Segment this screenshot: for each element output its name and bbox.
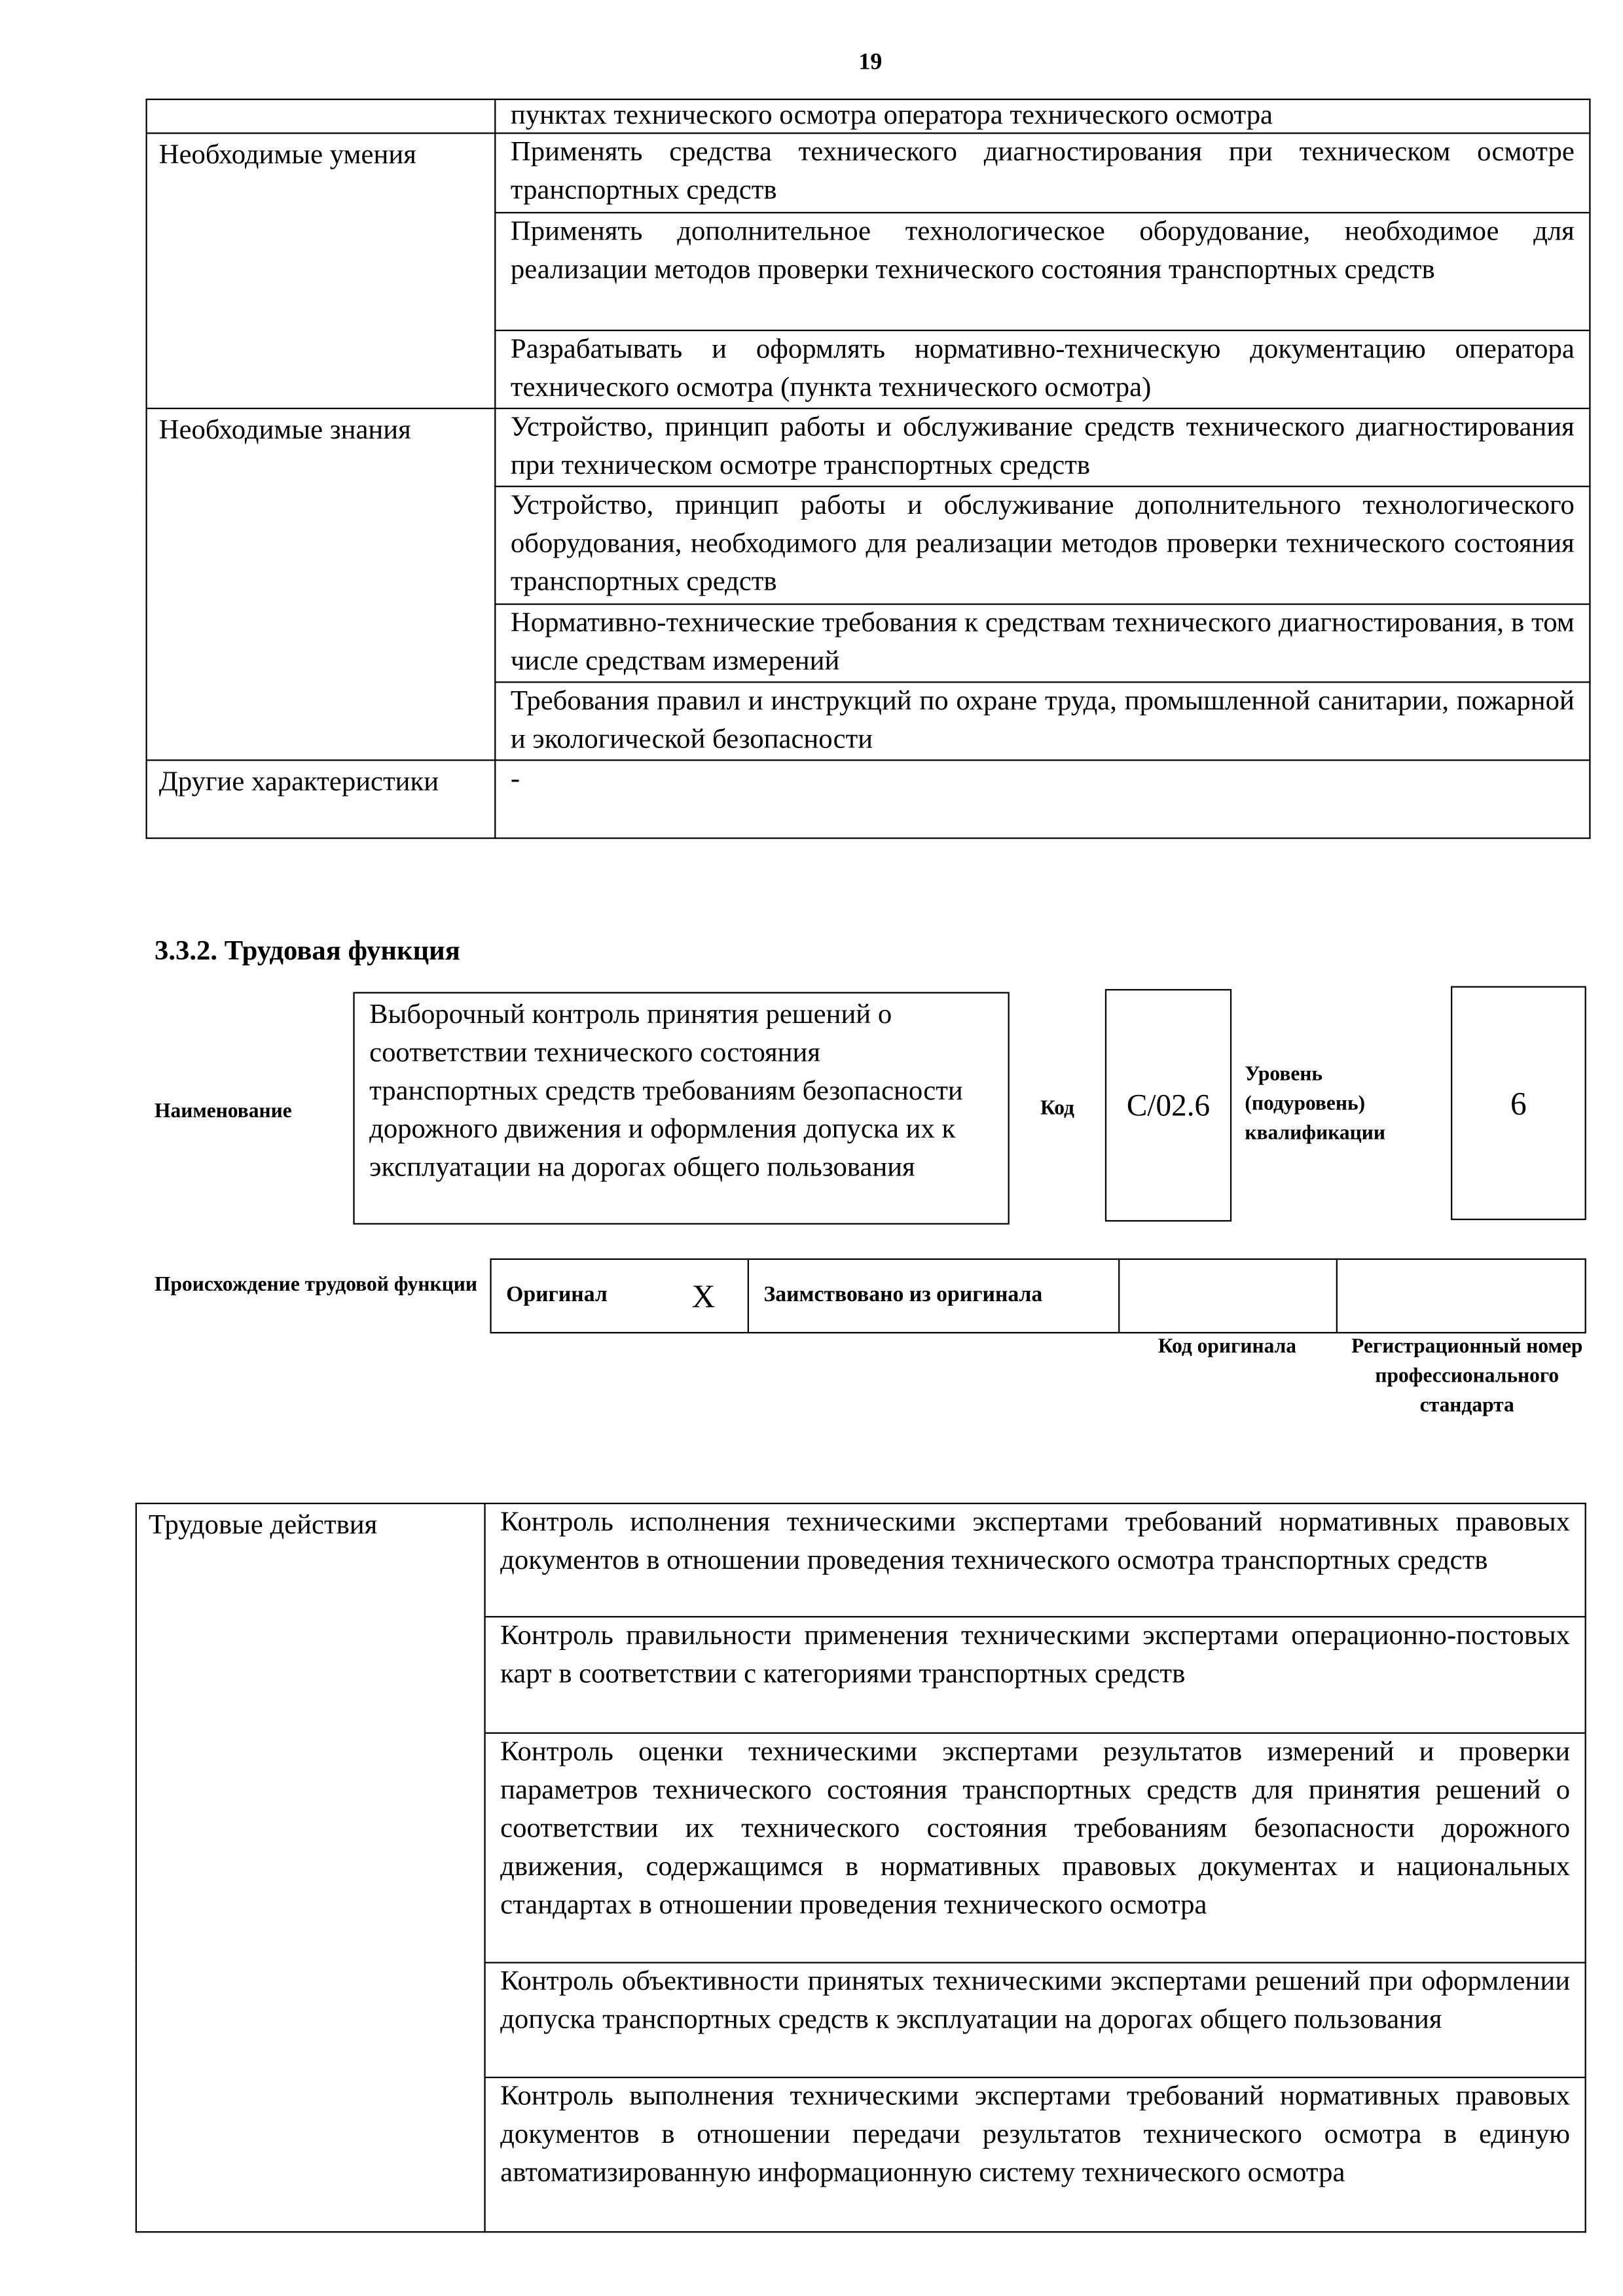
- code-box: C/02.6: [1105, 989, 1231, 1221]
- original-cell: [492, 1260, 749, 1332]
- name-label: Наименование: [154, 1101, 292, 1123]
- knowledge-item: Нормативно-технические требования к средствам технического диагностирования, в том числе средствам измерений: [495, 604, 1590, 682]
- labour-actions-table: [136, 1503, 1586, 2233]
- row-label-knowledge: Необходимые знания: [147, 408, 496, 760]
- level-box: 6: [1451, 986, 1586, 1221]
- original-mark: X: [691, 1276, 716, 1314]
- original-label: Оригинал: [506, 1283, 608, 1307]
- function-name-box: Выборочный контроль принятия решений о соответствии технического состояния транспортных средств требованиям безопасности дорожного движения и оформления допуска их к эксплуатации на дорогах общего пользования: [353, 992, 1009, 1225]
- knowledge-item: Устройство, принцип работы и обслуживание дополнительного технологического оборудования, необходимого для реализации методов проверки технического состояния транспортных средств: [495, 486, 1590, 604]
- action-item: Контроль выполнения техническими экспертами требований нормативных правовых документов в отношении передачи результатов технического осмотра в единую автоматизированную информационную систему технического осмотра: [485, 2077, 1586, 2232]
- other-characteristics-value: -: [495, 760, 1590, 838]
- continuation-text: пунктах технического осмотра оператора технического осмотра: [495, 99, 1590, 134]
- skill-item: Применять дополнительное технологическое оборудование, необходимое для реализации методов проверки технического состояния транспортных средств: [495, 213, 1590, 331]
- action-item: Контроль объективности принятых техническими экспертами решений при оформлении допуска транспортных средств к эксплуатации на дорогах общего пользования: [485, 1963, 1586, 2077]
- origin-label: Происхождение трудовой функции: [154, 1274, 478, 1297]
- knowledge-item: Устройство, принцип работы и обслуживание средств технического диагностирования при техническом осмотре транспортных средств: [495, 408, 1590, 486]
- page-number: 19: [858, 50, 883, 75]
- row-label-actions: Трудовые действия: [136, 1503, 485, 2232]
- original-code-caption: Код оригинала: [1158, 1336, 1296, 1359]
- skills-knowledge-table: [146, 99, 1591, 839]
- skill-item: Применять средства технического диагностирования при техническом осмотре транспортных средств: [495, 134, 1590, 213]
- origin-box: [490, 1259, 1586, 1334]
- code-label: Код: [1040, 1098, 1074, 1121]
- registration-number-caption: Регистрационный номер профессионального стандарта: [1351, 1336, 1583, 1418]
- original-code-cell: [1120, 1260, 1338, 1332]
- row-label-skills: Необходимые умения: [147, 134, 496, 409]
- section-title: 3.3.2. Трудовая функция: [154, 936, 460, 967]
- action-item: Контроль исполнения техническими экспертами требований нормативных правовых документов в отношении проведения технического осмотра транспортных средств: [485, 1503, 1586, 1617]
- skill-item: Разрабатывать и оформлять нормативно-техническую документацию оператора технического осмотра (пункта технического осмотра): [495, 331, 1590, 408]
- empty-label-cell: [147, 99, 496, 134]
- registration-number-cell: [1338, 1260, 1585, 1332]
- action-item: Контроль оценки техническими экспертами результатов измерений и проверки параметров технического состояния транспортных средств для принятия решений о соответствии их технического состояния требованиям безопасности дорожного движения, содержащимся в нормативных правовых документах и национальных стандартах в отношении проведения технического осмотра: [485, 1733, 1586, 1963]
- knowledge-item: Требования правил и инструкций по охране труда, промышленной санитарии, пожарной и экологической безопасности: [495, 682, 1590, 760]
- action-item: Контроль правильности применения техническими экспертами операционно-постовых карт в соответствии с категориями транспортных средств: [485, 1617, 1586, 1733]
- borrowed-label: Заимствовано из оригинала: [749, 1260, 1120, 1332]
- level-label: Уровень (подуровень) квалификации: [1245, 1064, 1385, 1145]
- row-label-other: Другие характеристики: [147, 760, 496, 838]
